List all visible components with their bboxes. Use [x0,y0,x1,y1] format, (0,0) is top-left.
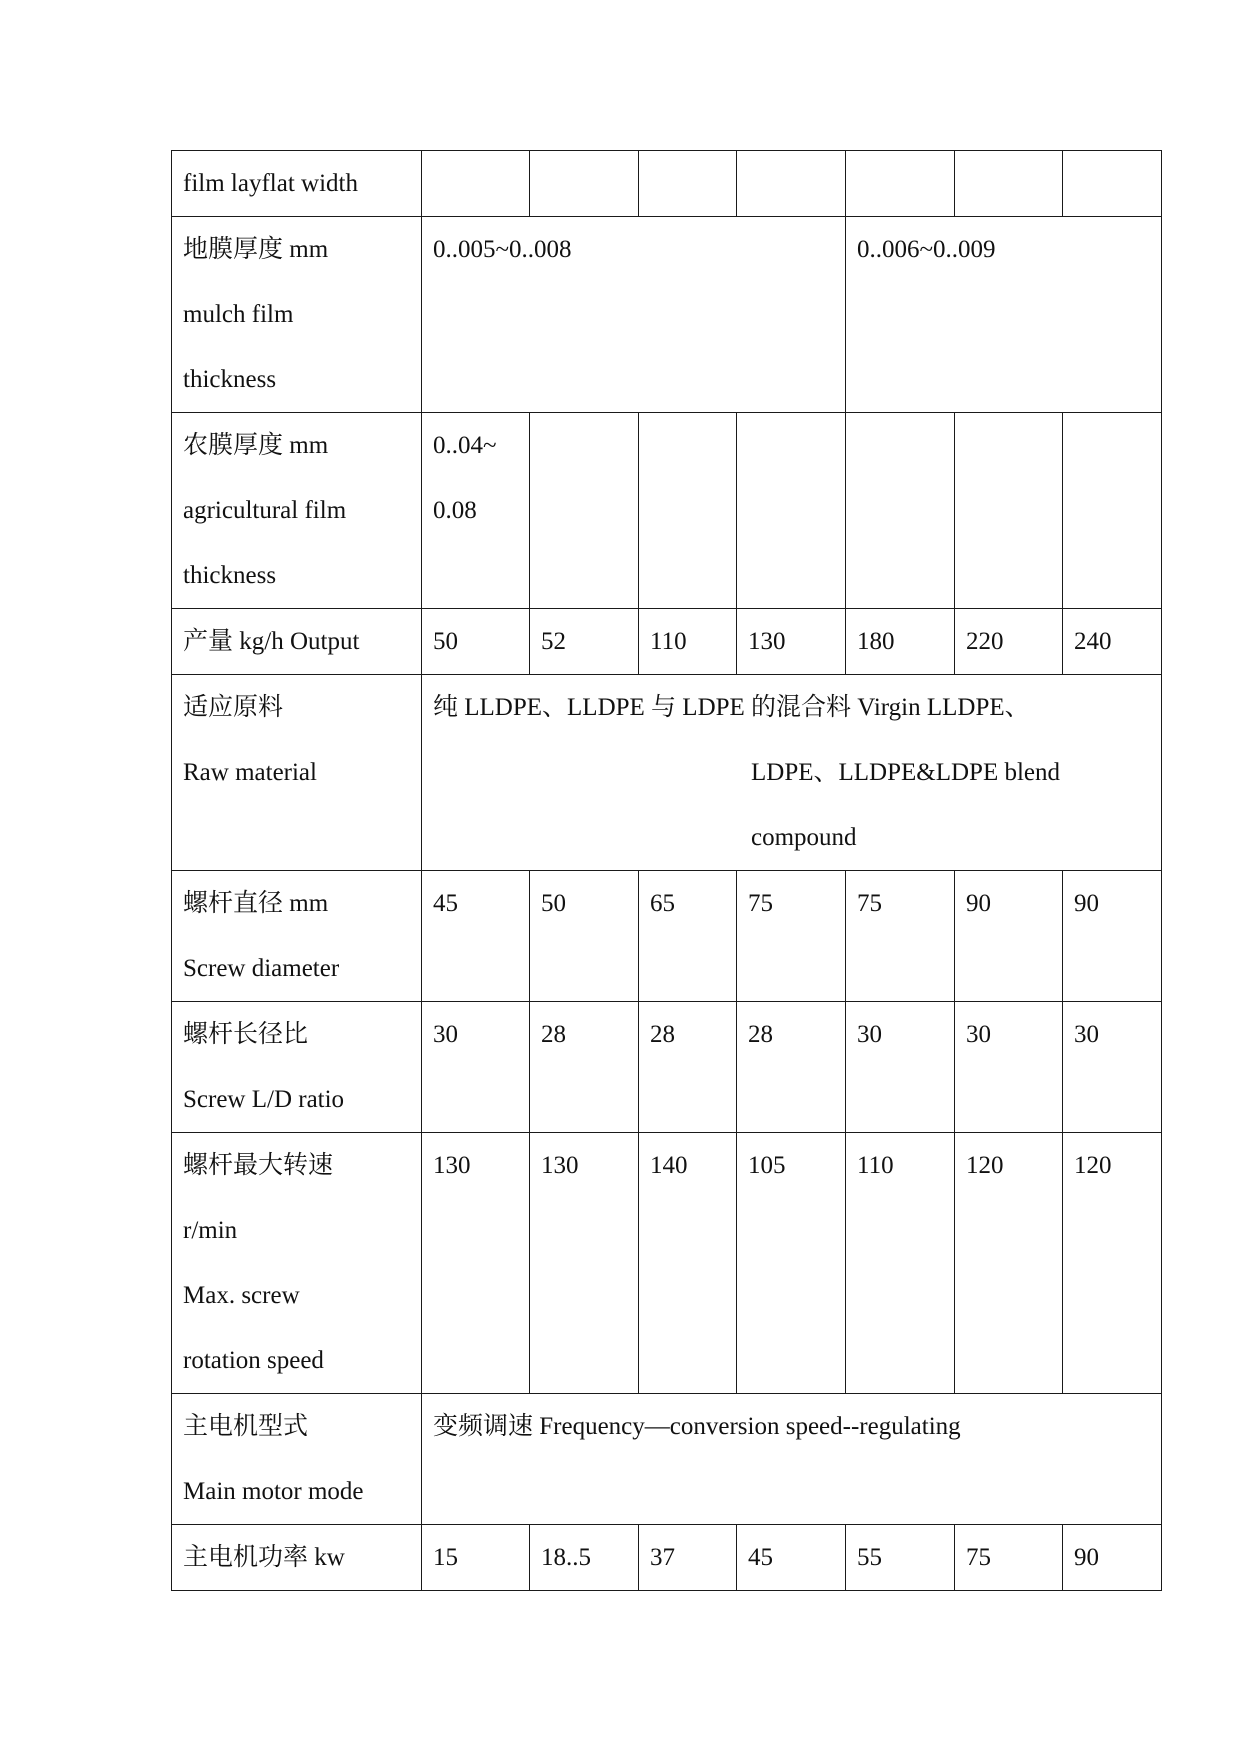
value-cell [955,1133,1063,1394]
value: 52 [541,628,566,655]
value: 120 [1074,1152,1112,1179]
value-cell [639,1133,737,1394]
value-cell [846,871,955,1002]
value-cell [422,1002,530,1133]
row-label: mulch film [183,301,294,328]
value-cell [530,151,639,217]
value: LDPE、LLDPE&LDPE blend [751,759,1061,786]
value: 30 [433,1021,458,1048]
value-cell [422,1525,530,1591]
value: 105 [748,1152,786,1179]
row-label: 主电机型式 [183,1413,309,1440]
value: 15 [433,1544,458,1571]
value: 75 [748,890,773,917]
value-cell [1063,151,1162,217]
table-row [172,871,1162,1002]
value-cell [422,1133,530,1394]
value-cell [530,609,639,675]
row-label: 农膜厚度 mm [183,432,329,459]
value-cell [846,1525,955,1591]
row-label: Screw L/D ratio [183,1086,345,1113]
row-label-cell [172,413,422,609]
value: 180 [857,628,895,655]
value-cell [846,1133,955,1394]
value: 变频调速 Frequency—conversion speed--regulating [433,1413,961,1440]
value-cell [955,1002,1063,1133]
value-cell [1063,1133,1162,1394]
value-cell [737,151,846,217]
row-label-cell [172,609,422,675]
row-label: 地膜厚度 mm [183,236,329,263]
row-label-cell [172,675,422,871]
value-cell [955,151,1063,217]
value-cell [639,151,737,217]
value-cell [639,609,737,675]
row-label: Main motor mode [183,1478,364,1505]
value-cell [1063,413,1162,609]
merged-value-cell [422,675,1162,871]
value-cell [737,1133,846,1394]
value: 37 [650,1544,675,1571]
value-cell [422,871,530,1002]
value-cell [639,1002,737,1133]
value: 0.08 [433,497,477,524]
value-cell [1063,871,1162,1002]
value-cell [846,1002,955,1133]
value: 130 [433,1152,471,1179]
value: 28 [748,1021,773,1048]
value: 130 [541,1152,579,1179]
value: 130 [748,628,786,655]
value: 55 [857,1544,882,1571]
table-row [172,1525,1162,1591]
value: 30 [857,1021,882,1048]
value: 220 [966,628,1004,655]
value: 45 [748,1544,773,1571]
table-row [172,1133,1162,1394]
value-cell [530,1002,639,1133]
row-label-cell [172,151,422,217]
table-row [172,151,1162,217]
table-row [172,217,1162,413]
row-label: thickness [183,366,277,393]
value: 140 [650,1152,688,1179]
value-cell [737,609,846,675]
value: compound [751,824,857,851]
value: 45 [433,890,458,917]
row-label: 产量 kg/h Output [183,628,360,655]
value-cell [639,871,737,1002]
value: 0..005~0..008 [433,236,572,263]
value-cell [955,609,1063,675]
value: 50 [541,890,566,917]
row-label: 适应原料 [183,694,284,721]
value: 28 [541,1021,566,1048]
value-cell [639,413,737,609]
spec-table [171,150,1162,1591]
value-cell [639,1525,737,1591]
row-label: 螺杆最大转速 [183,1152,334,1179]
row-label: 螺杆长径比 [183,1021,309,1048]
value-cell-group [422,217,846,413]
value: 240 [1074,628,1112,655]
table-row [172,609,1162,675]
value-cell [846,609,955,675]
value-cell [422,151,530,217]
row-label: Raw material [183,759,317,786]
value: 75 [966,1544,991,1571]
value-cell [955,871,1063,1002]
row-label: Screw diameter [183,955,340,982]
row-label: 主电机功率 kw [183,1544,345,1571]
value-cell [955,1525,1063,1591]
table-row [172,1394,1162,1525]
value: 90 [966,890,991,917]
row-label-cell [172,1002,422,1133]
value-cell [530,871,639,1002]
value-cell [422,413,530,609]
value-cell [530,413,639,609]
row-label-cell [172,1133,422,1394]
value: 75 [857,890,882,917]
row-label-cell [172,1525,422,1591]
value: 纯 LLDPE、LLDPE 与 LDPE 的混合料 Virgin LLDPE、 [433,694,1030,721]
row-label: agricultural film [183,497,347,524]
row-label: Max. screw [183,1282,300,1309]
value-cell [955,413,1063,609]
value: 30 [966,1021,991,1048]
table-row [172,413,1162,609]
row-label-cell [172,217,422,413]
value-cell [530,1525,639,1591]
value-cell [1063,1525,1162,1591]
value: 30 [1074,1021,1099,1048]
row-label: rotation speed [183,1347,324,1374]
value-cell [846,413,955,609]
value: 18..5 [541,1544,591,1571]
value: 110 [650,628,687,655]
value: 110 [857,1152,894,1179]
value-cell [530,1133,639,1394]
value-cell [422,609,530,675]
value-cell [737,1525,846,1591]
value: 65 [650,890,675,917]
value: 90 [1074,1544,1099,1571]
value: 90 [1074,890,1099,917]
value-cell [737,871,846,1002]
value-cell-group [846,217,1162,413]
value-cell [1063,1002,1162,1133]
value-cell [737,413,846,609]
value: 0..006~0..009 [857,236,996,263]
table-row [172,675,1162,871]
value: 28 [650,1021,675,1048]
row-label: film layflat width [183,170,358,197]
value-cell [737,1002,846,1133]
value-cell [846,151,955,217]
value: 0..04~ [433,432,497,459]
value: 50 [433,628,458,655]
table-row [172,1002,1162,1133]
row-label-cell [172,871,422,1002]
row-label-cell [172,1394,422,1525]
row-label: r/min [183,1217,238,1244]
row-label: 螺杆直径 mm [183,890,329,917]
value: 120 [966,1152,1004,1179]
merged-value-cell [422,1394,1162,1525]
row-label: thickness [183,562,277,589]
value-cell [1063,609,1162,675]
